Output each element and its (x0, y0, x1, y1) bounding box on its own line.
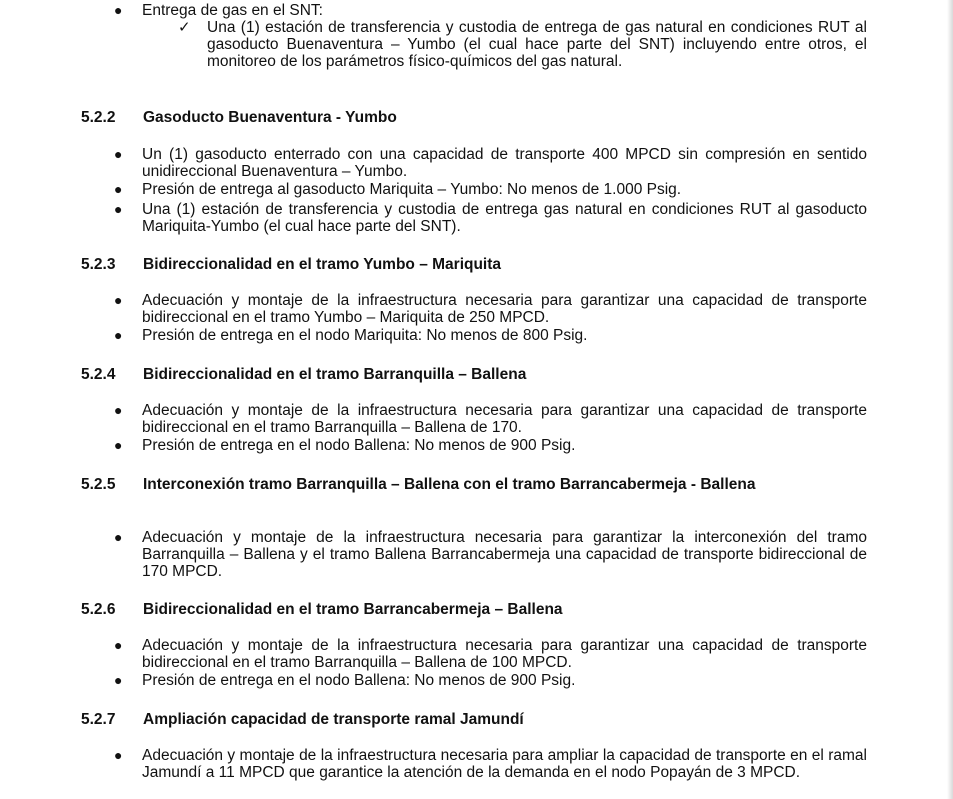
list-item: Un (1) gasoducto enterrado con una capacidad de transporte 400 MPCD sin compresión en sentido unidireccional Buenaventura – Yumbo. (142, 146, 867, 180)
section-number: 5.2.2 (81, 109, 116, 126)
bullet-icon: ● (114, 529, 123, 545)
section-title: Bidireccionalidad en el tramo Barrancabermeja – Ballena (143, 601, 563, 618)
bullet-icon: ● (114, 2, 123, 18)
list-item: Presión de entrega en el nodo Ballena: No menos de 900 Psig. (142, 672, 576, 689)
section-number: 5.2.3 (81, 256, 116, 273)
list-item: Adecuación y montaje de la infraestructura necesaria para garantizar una capacidad de transporte bidireccional en el tramo Barranquilla – Ballena de 100 MPCD. (142, 637, 867, 671)
bullet-icon: ● (114, 437, 123, 453)
section-title: Gasoducto Buenaventura - Yumbo (143, 109, 397, 126)
list-item: Adecuación y montaje de la infraestructura necesaria para garantizar una capacidad de transporte bidireccional en el tramo Barranquilla – Ballena de 170. (142, 402, 867, 436)
bullet-icon: ● (114, 292, 123, 308)
list-item: Una (1) estación de transferencia y custodia de entrega gas natural en condiciones RUT al gasoducto Mariquita-Yumbo (el cual hace parte del SNT). (142, 201, 867, 235)
list-item: Presión de entrega al gasoducto Mariquita – Yumbo: No menos de 1.000 Psig. (142, 181, 682, 198)
section-number: 5.2.5 (81, 476, 116, 493)
list-item: Adecuación y montaje de la infraestructura necesaria para garantizar una capacidad de transporte bidireccional en el tramo Yumbo – Mariquita de 250 MPCD. (142, 292, 867, 326)
bullet-icon: ● (114, 181, 123, 197)
section-title: Bidireccionalidad en el tramo Yumbo – Mariquita (143, 256, 502, 273)
checkmark-icon: ✓ (178, 19, 191, 36)
section-number: 5.2.7 (81, 711, 116, 728)
list-item: Entrega de gas en el SNT: (142, 2, 323, 19)
section-title: Interconexión tramo Barranquilla – Ballena con el tramo Barrancabermeja - Ballena (143, 476, 756, 493)
list-item: Presión de entrega en el nodo Ballena: No menos de 900 Psig. (142, 437, 576, 454)
bullet-icon: ● (114, 402, 123, 418)
bullet-icon: ● (114, 672, 123, 688)
bullet-icon: ● (114, 637, 123, 653)
bullet-icon: ● (114, 327, 123, 343)
bullet-icon: ● (114, 146, 123, 162)
page-edge (947, 0, 953, 799)
list-item: Presión de entrega en el nodo Mariquita: No menos de 800 Psig. (142, 327, 588, 344)
list-item: Adecuación y montaje de la infraestructura necesaria para garantizar la interconexión del tramo Barranquilla – Ballena y el tramo Ballena Barrancabermeja una capacidad de transporte bidireccional de 170 MPCD. (142, 529, 867, 580)
section-title: Ampliación capacidad de transporte ramal Jamundí (143, 711, 524, 728)
sub-list-item: Una (1) estación de transferencia y custodia de entrega de gas natural en condiciones RUT al gasoducto Buenaventura – Yumbo (el cual hace parte del SNT) incluyendo entre otros, el monitoreo de los parámetros físico-químicos del gas natural. (207, 19, 867, 70)
list-item: Adecuación y montaje de la infraestructura necesaria para ampliar la capacidad de transporte en el ramal Jamundí a 11 MPCD que garantice la atención de la demanda en el nodo Popayán de 3 MPCD. (142, 747, 867, 781)
bullet-icon: ● (114, 201, 123, 217)
section-title: Bidireccionalidad en el tramo Barranquilla – Ballena (143, 366, 527, 383)
bullet-icon: ● (114, 747, 123, 763)
section-number: 5.2.4 (81, 366, 116, 383)
section-number: 5.2.6 (81, 601, 116, 618)
